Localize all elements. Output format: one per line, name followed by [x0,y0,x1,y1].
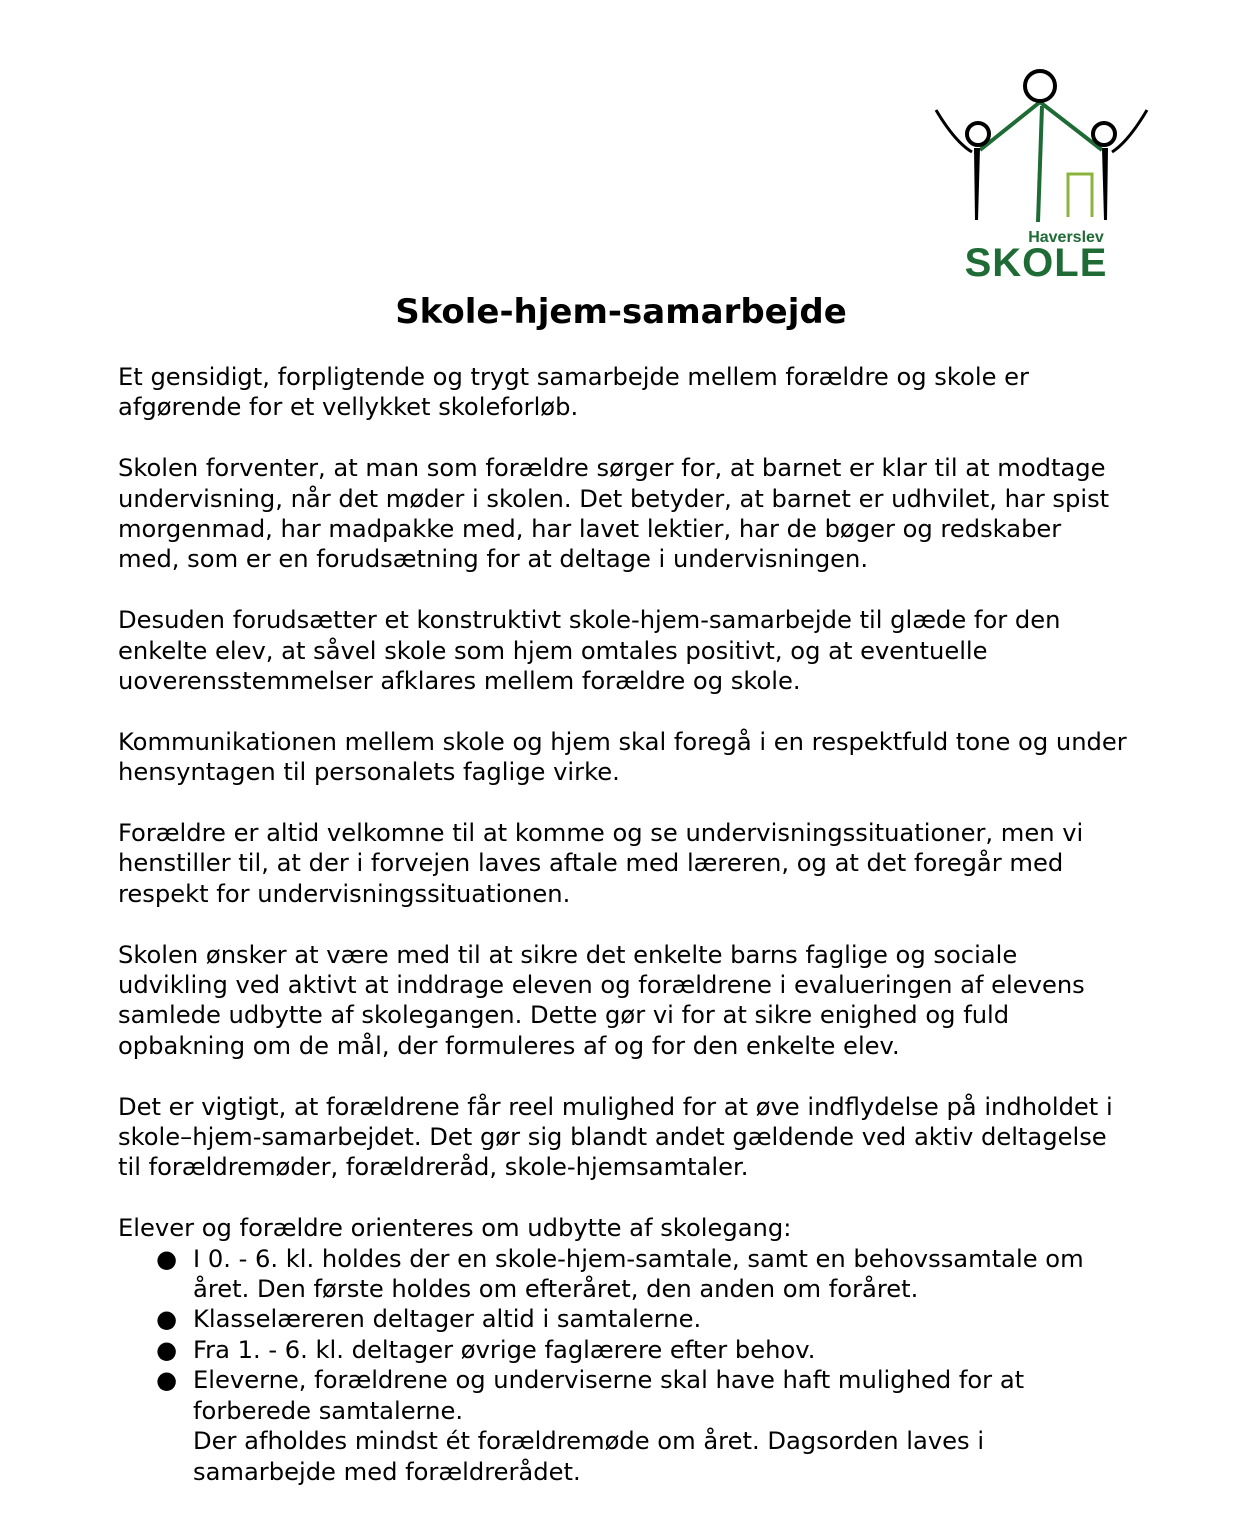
list-item [118,1335,1128,1365]
list-item-text: Eleverne, forældrene og underviserne skal have haft mulighed for at forberede samtalerne. [193,1366,1025,1425]
list-item-text: Klasselæreren deltager altid i samtalerne. [193,1305,702,1334]
paragraph-visits: Forældre er altid velkomne til at komme og se undervisningssituationer, men vi henstiller til, at der i forvejen laves aftale med læreren, og at det foregår med respekt for undervisningssituationen. [118,819,1084,908]
logo-left-body-icon [974,148,980,220]
logo-big-text: SKOLE [964,241,1108,284]
list-intro: Elever og forældre orienteres om udbytte af skolegang: [118,1214,792,1243]
list-item [118,1365,1128,1487]
logo-right-head-icon [1093,123,1115,145]
logo-small-text: Haverslev [1028,229,1104,246]
paragraph-communication: Kommunikationen mellem skole og hjem skal foregå i en respektfuld tone og under hensyntagen til personalets faglige virke. [118,727,1127,787]
logo-right-arm-icon [1112,110,1147,152]
bullet-icon: ● [156,1305,178,1334]
bullet-icon: ● [156,1244,178,1273]
logo-center-body-icon [1036,106,1044,222]
document-body [118,362,1128,1487]
paragraph-expectations: Skolen forventer, at man som forældre sørger for, at barnet er klar til at modtage undervisning, når det møder i skolen. Det betyder, at barnet er udhvilet, har spist morgenmad, har madpakke med, har lavet lektier, har de bøger og redskaber med, som er en forudsætning for at deltage i undervisningen. [118,454,1110,574]
list-item-text: Fra 1. - 6. kl. deltager øvrige faglærere efter behov. [193,1335,816,1364]
page-title: Skole-hjem-samarbejde [395,292,847,332]
list-item [118,1244,1128,1305]
logo-left-head-icon [967,123,989,145]
list-item-text: I 0. - 6. kl. holdes der en skole-hjem-samtale, samt en behovssamtale om året. Den første holdes om efteråret, den anden om foråret. [193,1244,1084,1304]
school-logo [930,62,1155,284]
logo-center-head-icon [1025,71,1055,101]
bullet-list [118,1244,1128,1487]
logo-door-icon [1068,174,1092,217]
paragraph-development: Skolen ønsker at være med til at sikre det enkelte barns faglige og sociale udvikling ved aktivt at inddrage eleven og forældrene i evalueringen af elevens samlede udbytte af skolegangen. Dette gør vi for at sikre enighed og fuld opbakning om de mål, der formuleres af og for den enkelte elev. [118,940,1085,1060]
bullet-icon: ● [156,1335,178,1364]
paragraph-influence: Det er vigtigt, at forældrene får reel mulighed for at øve indflydelse på indholdet i skole–hjem-samarbejdet. Det gør sig blandt andet gældende ved aktiv deltagelse til forældremøder, forældreråd, skole-hjemsamtaler. [118,1092,1113,1182]
list-item-continuation: Der afholdes mindst ét forældremøde om året. Dagsorden laves i samarbejde med forældrerådet. [193,1427,985,1486]
paragraph-constructive-cooperation: Desuden forudsætter et konstruktivt skole-hjem-samarbejde til glæde for den enkelte elev, at såvel skole som hjem omtales positivt, og at eventuelle uoverensstemmelser afklares mellem forældre og skole. [118,606,1061,696]
logo-right-body-icon [1102,148,1108,220]
list-item [118,1304,1128,1334]
bullet-icon: ● [156,1366,178,1395]
paragraph-intro: Et gensidigt, forpligtende og trygt samarbejde mellem forældre og skole er afgørende for et vellykket skoleforløb. [118,363,1029,422]
